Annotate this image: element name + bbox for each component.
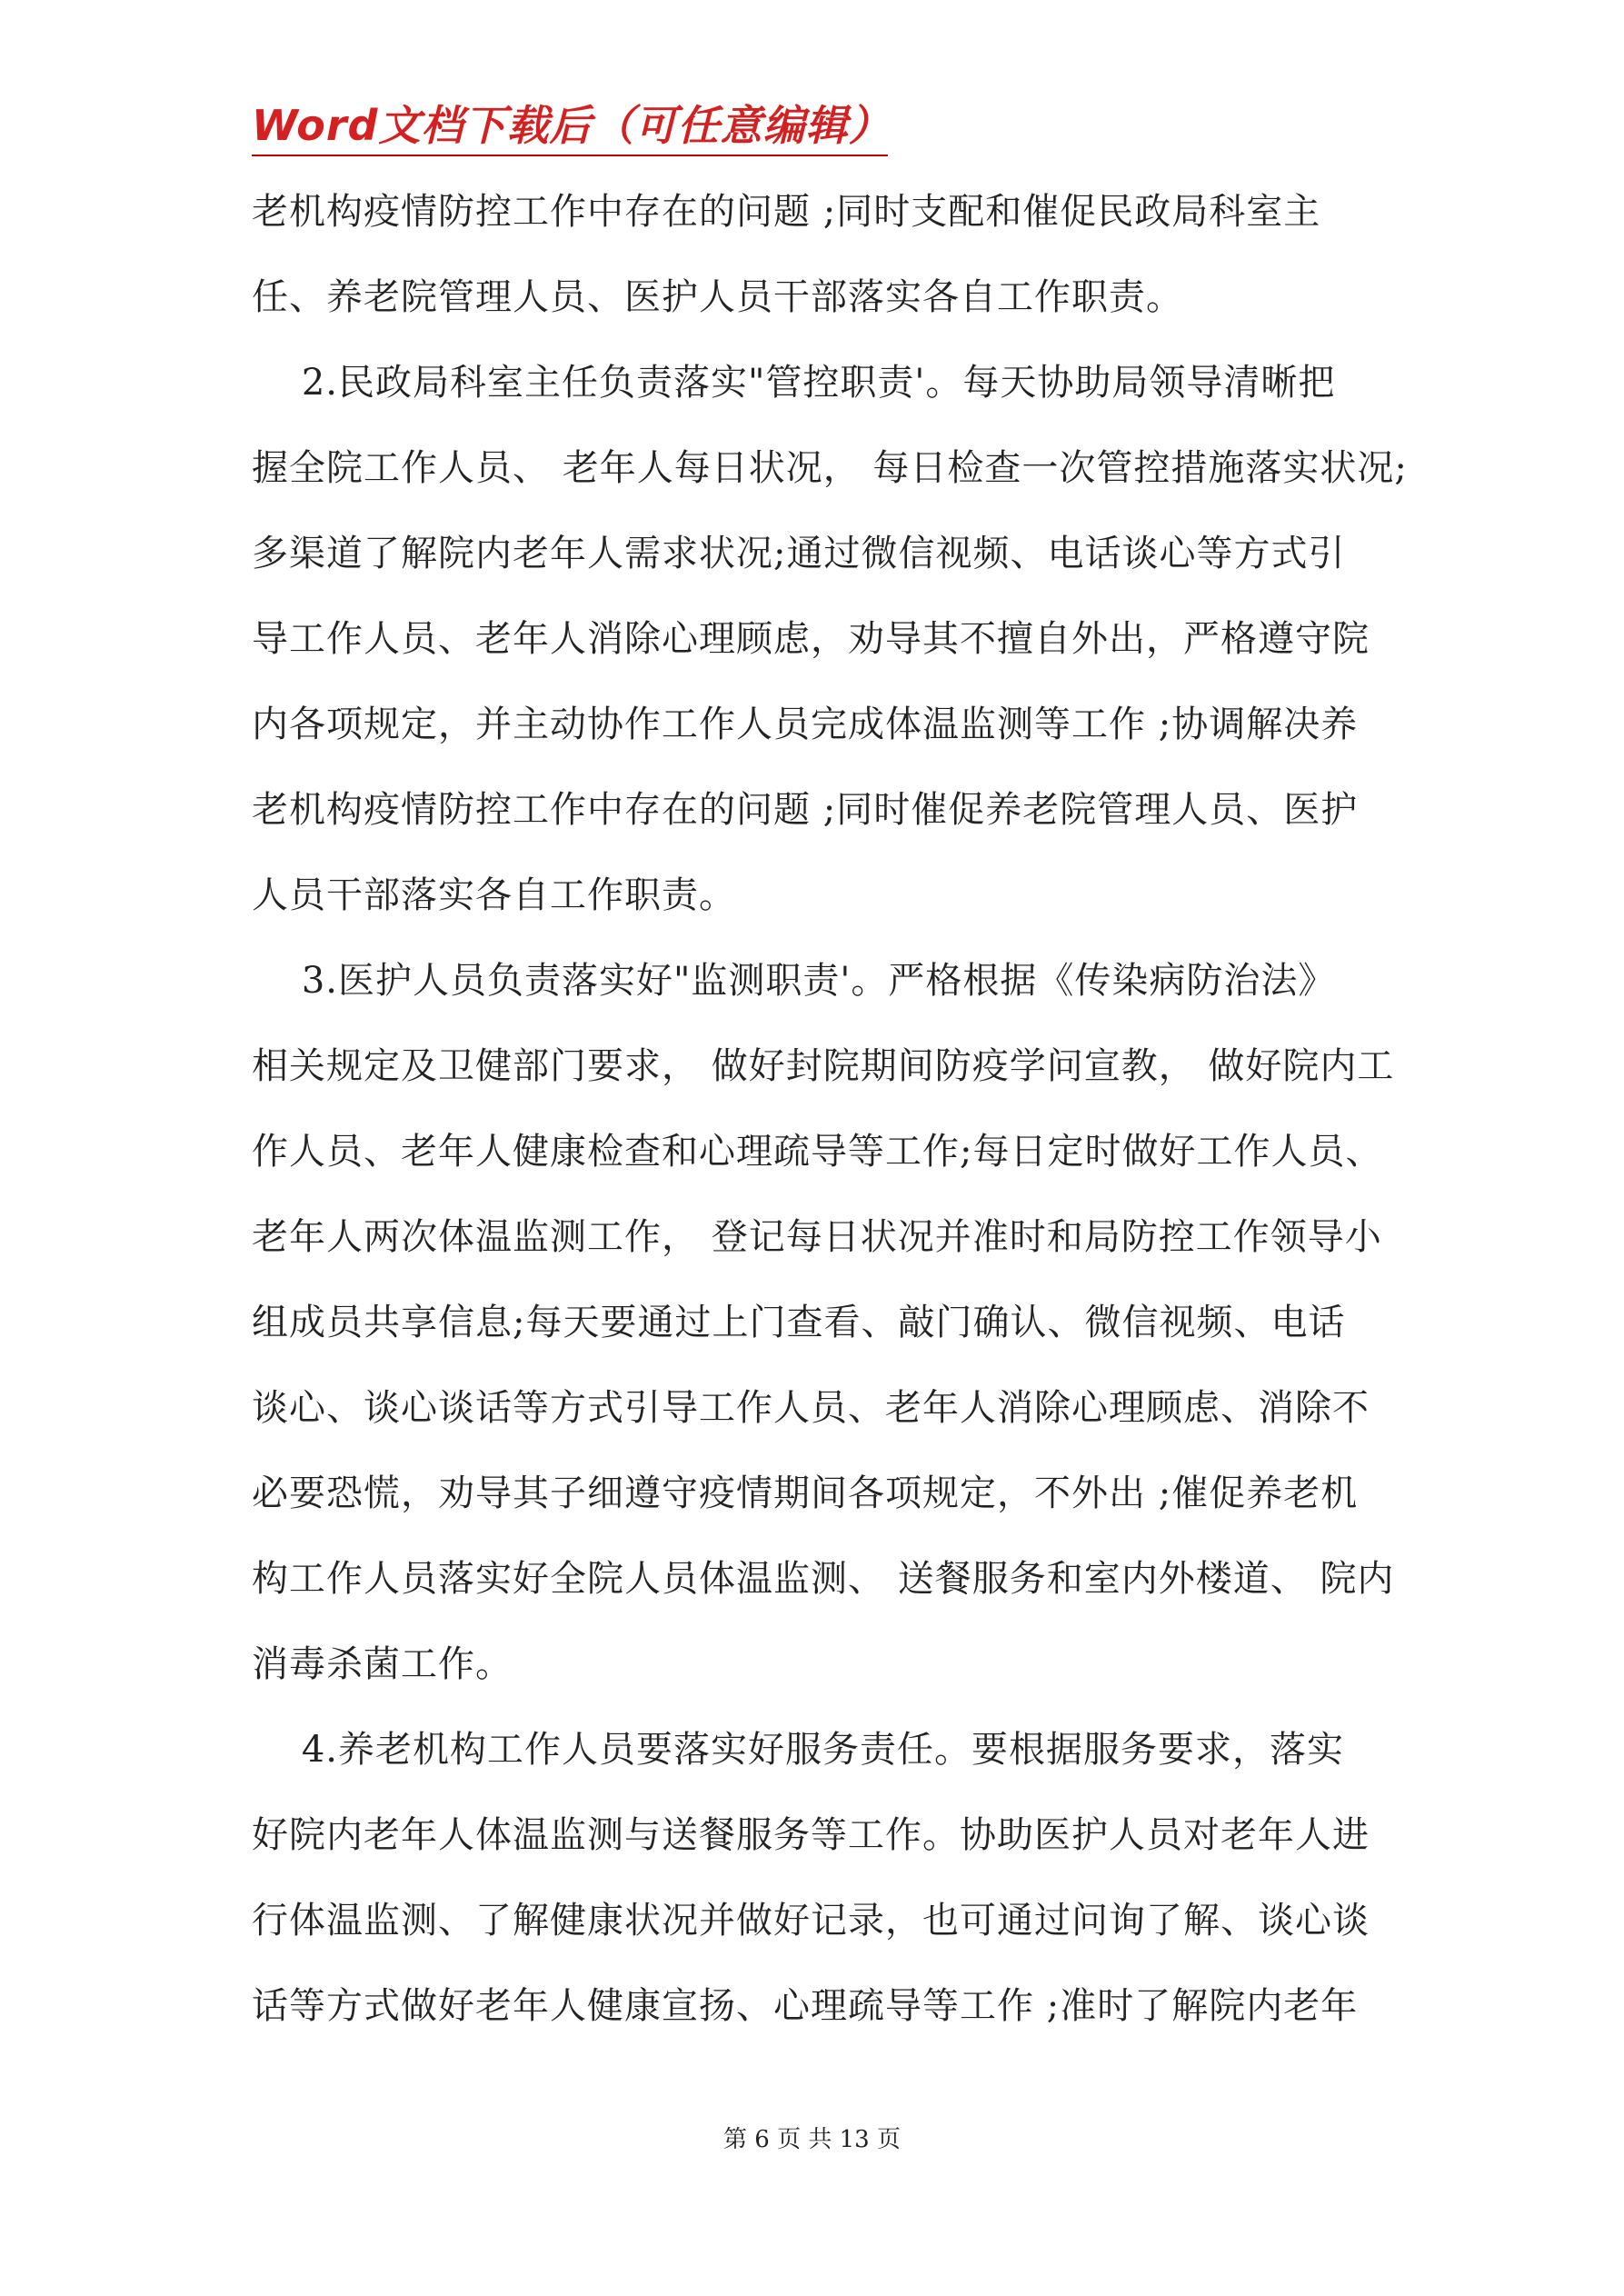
body-line: 人员干部落实各自工作职责。 [252,874,736,916]
header-title: Word文档下载后（可任意编辑） [252,101,892,150]
document-body [252,169,1406,2049]
page-number-footer: 第 6 页 共 13 页 [723,2126,901,2153]
body-line: 握全院工作人员、 老年人每日状况， 每日检查一次管控措施落实状况; [252,447,1408,489]
body-line: 作人员、老年人健康检查和心理疏导等工作;每日定时做好工作人员、 [252,1131,1383,1173]
document-header [252,98,892,164]
body-line: 好院内老年人体温监测与送餐服务等工作。协助医护人员对老年人进 [252,1814,1370,1856]
body-line: 内各项规定，并主动协作工作人员完成体温监测等工作 ;协调解决养 [252,704,1359,745]
body-line: 4.养老机构工作人员要落实好服务责任。要根据服务要求，落实 [252,1729,1345,1771]
body-line: 必要恐慌，劝导其子细遵守疫情期间各项规定，不外出 ;催促养老机 [252,1472,1359,1514]
body-line: 2.民政局科室主任负责落实"管控职责'。每天协助局领导清晰把 [252,362,1336,404]
body-line: 3.医护人员负责落实好"监测职责'。严格根据《传染病防治法》 [252,960,1336,1002]
body-line: 行体温监测、了解健康状况并做好记录，也可通过问询了解、谈心谈 [252,1900,1370,1942]
body-line: 谈心、谈心谈话等方式引导工作人员、老年人消除心理顾虑、消除不 [252,1387,1370,1429]
body-line: 组成员共享信息;每天要通过上门查看、敲门确认、微信视频、电话 [252,1302,1346,1343]
body-line: 任、养老院管理人员、医护人员干部落实各自工作职责。 [252,276,1183,318]
body-line: 多渠道了解院内老年人需求状况;通过微信视频、电话谈心等方式引 [252,533,1346,574]
body-line: 老机构疫情防控工作中存在的问题 ;同时催促养老院管理人员、医护 [252,789,1359,831]
body-line: 老年人两次体温监测工作， 登记每日状况并准时和局防控工作领导小 [252,1216,1382,1258]
body-line: 相关规定及卫健部门要求， 做好封院期间防疫学问宣教， 做好院内工 [252,1045,1395,1087]
body-line: 老机构疫情防控工作中存在的问题 ;同时支配和催促民政局科室主 [252,191,1321,233]
body-line: 构工作人员落实好全院人员体温监测、 送餐服务和室内外楼道、 院内 [252,1558,1395,1600]
body-line: 导工作人员、老年人消除心理顾虑，劝导其不擅自外出，严格遵守院 [252,618,1370,660]
body-line: 消毒杀菌工作。 [252,1643,513,1685]
body-line: 话等方式做好老年人健康宣扬、心理疏导等工作 ;准时了解院内老年 [252,1985,1359,2027]
header-rule [252,155,888,156]
